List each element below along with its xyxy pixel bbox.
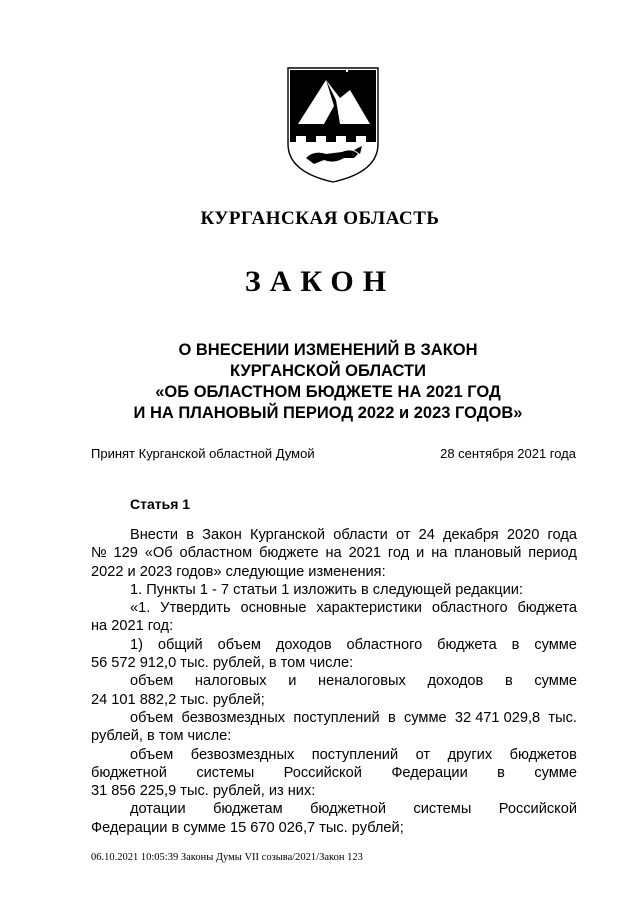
word: безвозмездных [190,746,295,763]
word: доходов [275,636,332,653]
article-line [91,581,577,599]
word: на [431,545,448,562]
word: Российской [283,764,362,781]
word: в [497,764,505,781]
word: 24 101 882,2 тыс. рублей; [91,691,265,708]
word: областном [179,545,253,562]
word: 2021 [348,545,382,562]
word: «1. [130,600,151,617]
article-line [91,709,577,727]
word: рублей, в том числе: [91,728,232,745]
word: 32 471 029,8 [454,709,541,726]
title-line: КУРГАНСКОЙ ОБЛАСТИ [230,362,426,380]
word: бюджетам [213,801,283,818]
word: Внести [130,527,179,543]
document-type: ЗАКОН [244,265,396,298]
title-line: О ВНЕСЕНИИ ИЗМЕНЕНИЙ В ЗАКОН [178,341,478,359]
word: доходов [427,673,484,690]
word: Закон [202,527,242,543]
title-line: И НА ПЛАНОВЫЙ ПЕРИОД 2022 и 2023 ГОДОВ» [133,404,523,422]
footer-stamp: 06.10.2021 10:05:39 Законы Думы VII созыва/2021/Закон 123 [91,852,363,863]
word: поступлений [293,709,380,726]
word: тыс. [548,709,577,726]
article-line [91,599,577,617]
article-line [91,764,577,782]
word: 56 572 912,0 тыс. рублей, в том числе: [91,655,354,672]
word: 129 [113,545,138,562]
word: декабря [443,527,499,543]
word: сумме [534,764,577,781]
word: на 2021 год: [91,618,174,635]
article-line [91,819,577,837]
region-name: КУРГАНСКАЯ ОБЛАСТЬ [200,208,440,229]
article-line [91,746,577,764]
word: поступлений [311,746,399,763]
article-line [91,672,577,690]
word: бюджета [437,636,497,653]
word: области [333,527,388,543]
word: Российской [498,801,577,818]
word: год [387,545,410,562]
word: и [288,673,297,690]
word: на [325,545,342,562]
word: объем [130,709,174,726]
word: бюджетной [310,801,386,818]
adoption-date: 28 сентября 2021 года [440,446,576,461]
title-line: «ОБ ОБЛАСТНОМ БЮДЖЕТЕ НА 2021 ГОД [155,383,501,401]
word: 24 [418,527,435,543]
word: 2022 и 2023 годов» следующие изменения: [91,563,386,580]
article-line [91,691,577,709]
word: и [416,545,425,562]
article-line [91,782,577,800]
word: основные [240,600,307,617]
word: областного [346,636,423,653]
adopted-by: Принят Курганской областной Думой [91,446,315,461]
article-body [91,526,577,837]
word: сумме [404,709,447,726]
article-line [91,617,577,635]
article-line [91,563,577,581]
word: общий [157,636,203,653]
word: неналоговых [318,673,406,690]
article-line [91,544,577,562]
word: объем [130,746,174,763]
word: в [504,673,513,690]
word: бюджетной [91,764,167,781]
word: характеристики [316,600,422,617]
article-line [91,800,577,818]
word: «Об [144,545,173,562]
word: других [447,746,493,763]
coat-of-arms-icon [284,66,382,184]
word: период [528,545,577,562]
word: в [387,709,396,726]
word: налоговых [194,673,267,690]
word: областного [431,600,508,617]
word: бюджете [259,545,319,562]
word: объем [217,636,261,653]
word: в [186,527,194,543]
word: сумме [534,673,577,690]
article-line [91,526,577,544]
word: № [91,545,107,562]
word: системы [196,764,255,781]
word: плановый [454,545,522,562]
word: года [547,527,577,543]
article-line [91,654,577,672]
law-title [60,340,596,424]
word: 1) [130,636,143,653]
word: в [511,636,520,653]
word: 1. Пункты 1 - 7 статьи 1 изложить в следующей редакции: [130,581,523,598]
article-heading: Статья 1 [130,496,191,512]
article-line [91,727,577,745]
adoption-line [91,446,576,461]
word: Курганской [249,527,326,543]
word: объем [130,673,174,690]
word: бюджета [517,600,577,617]
word: 2020 [506,527,540,543]
word: Федерации в сумме 15 670 026,7 тыс. рублей; [91,819,404,836]
word: дотации [130,801,186,818]
word: Федерации [391,764,468,781]
word: от [395,527,411,543]
word: безвозмездных [181,709,286,726]
word: бюджетов [509,746,577,763]
word: от [415,746,431,763]
word: сумме [534,636,577,653]
word: системы [413,801,472,818]
article-line [91,636,577,654]
word: 31 856 225,9 тыс. рублей, из них: [91,783,316,800]
word: Утвердить [160,600,231,617]
